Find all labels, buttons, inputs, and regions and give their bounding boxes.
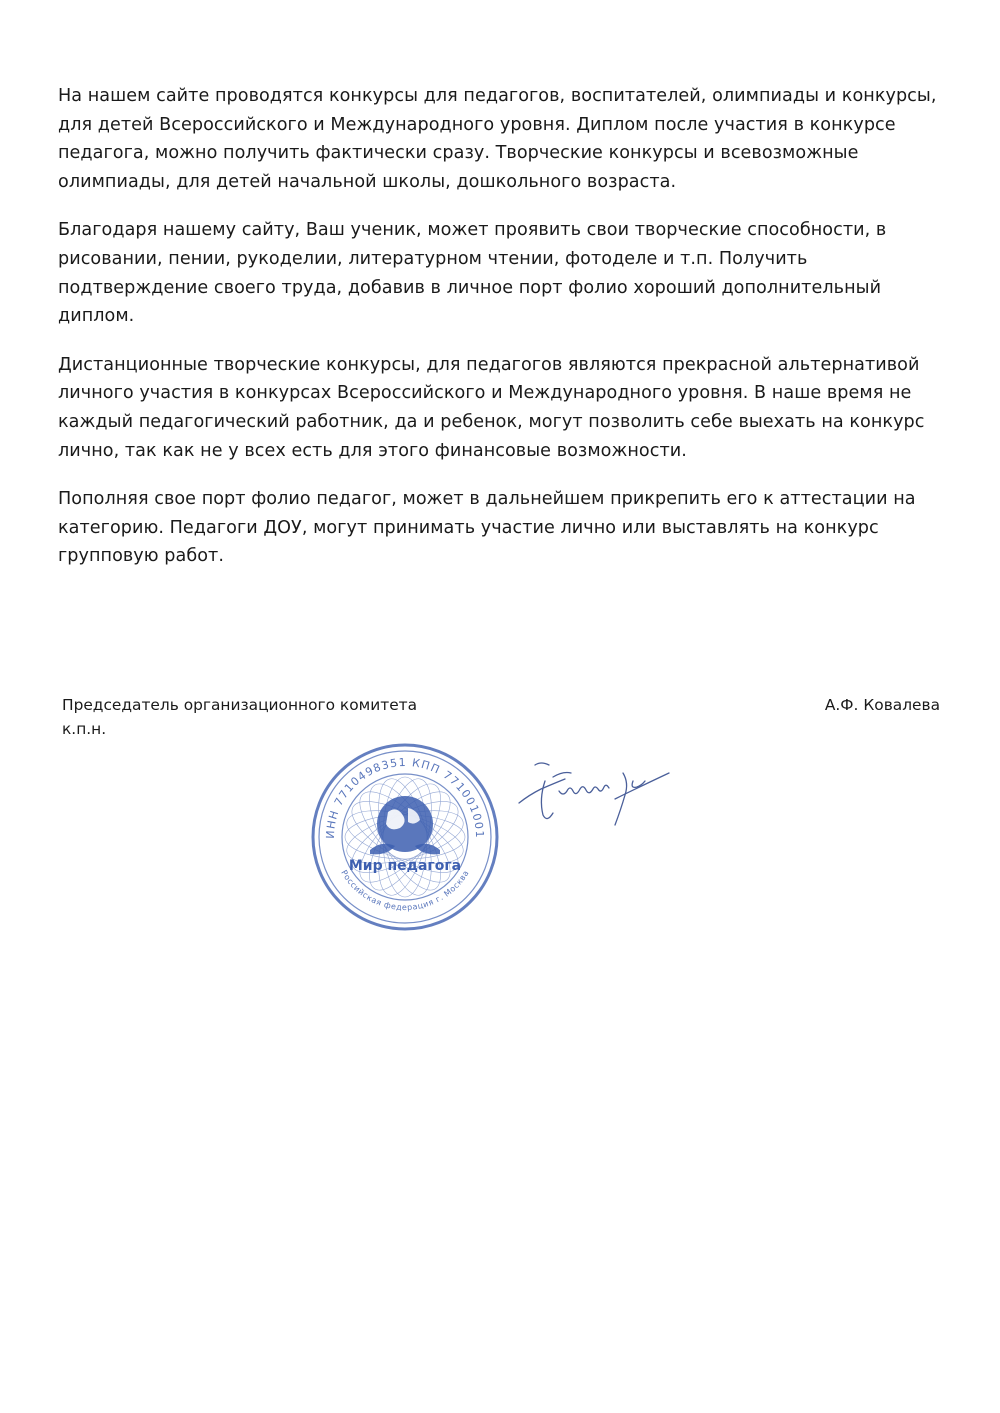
stamp-center-text: Мир педагога [348, 858, 462, 874]
signatory-name: А.Ф. Ковалева [824, 696, 940, 714]
paragraph-3: Дистанционные творческие конкурсы, для педагогов являются прекрасной альтернативой личного участия в конкурсах Всероссийского и Международного уровня. В наше время не каждый педагогический работник, да и ребенок, могут позволить себе выехать на конкурс лично, так как не у всех есть для этого финансовые возможности. [58, 354, 925, 461]
stamp-bottom-text: Российская федерация г. Москва [339, 868, 471, 913]
paragraph-1: На нашем сайте проводятся конкурсы для педагогов, воспитателей, олимпиады и конкурсы, для детей Всероссийского и Международного уровня. Диплом после участия в конкурсе педагога, можно получить фактически сразу. Творческие конкурсы и всевозможные олимпиады, для детей начальной школы, дошкольного возраста. [58, 86, 937, 192]
globe-hands-icon [370, 796, 440, 854]
signatory-degree: к.п.н. [62, 720, 107, 738]
paragraph-2: Благодаря нашему сайту, Ваш ученик, может проявить свои творческие способности, в рисовании, пении, рукоделии, литературном чтении, фотоделе и т.п. Получить подтверждение своего труда, добавив в личное порт фолио хороший дополнительный диплом. [58, 220, 887, 327]
document-body [58, 82, 938, 591]
paragraph-4: Пополняя свое порт фолио педагог, может в дальнейшем прикрепить его к аттестации на категорию. Педагоги ДОУ, могут принимать участие лично или выставлять на конкурс групповую работ. [58, 489, 916, 567]
official-stamp [310, 742, 500, 932]
signatory-title: Председатель организационного комитета [62, 696, 418, 714]
stamp-top-text: ИНН 7710498351 КПП 771001001 [323, 755, 487, 840]
handwritten-signature [515, 755, 675, 830]
svg-text:Российская федерация г. Москва [339, 869, 470, 912]
